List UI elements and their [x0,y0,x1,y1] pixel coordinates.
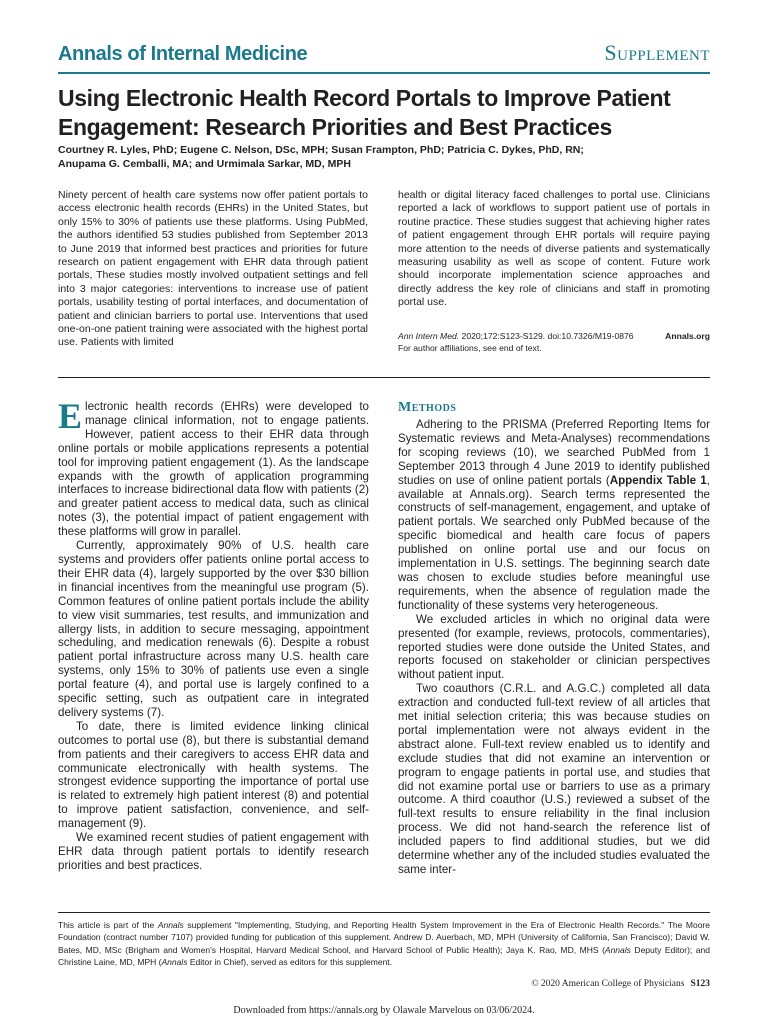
citation-details: 2020;172:S123-S129. doi:10.7326/M19-0876 [461,331,634,341]
intro-paragraph [58,396,369,539]
page-number: S123 [690,979,710,989]
methods-paragraph: Two coauthors (C.R.L. and A.G.C.) completed all data extraction and conducted full-text review of all articles that met initial selection criteria; this was because studies on portal implementation were not always evident in the abstract alone. Full-text review enabled us to identify and exclude studies that did not examine an intervention or program to engage patients in portal use, and studies that did not examine portal use or barriers to use as a primary outcome. A third coauthor (U.S.) reviewed a subset of the full-text results to ensure reliability in the final inclusion process. We did not hand-search the reference list of included papers to find additional studies, but we did determine whether any of the included studies evaluated the same inter- [398,682,710,876]
header-rule [58,72,710,74]
authors-line-2: Anupama G. Cemballi, MA; and Urmimala Sarkar, MD, MPH [58,158,351,170]
body-left-column [58,396,369,873]
methods-paragraph [398,418,710,613]
citation-block [398,330,710,354]
journal-title: Annals of Internal Medicine [58,43,308,65]
footnote-text: Deputy Editor); and Christine Laine, MD, MPH ( [58,944,710,967]
abstract-divider [58,377,710,378]
footnote-text: supplement "Implementing, Studying, and Reporting Health System Improvement in the Era of Electronic Health Records." The Moore Foundation (contract number 7107) provided funding for publication of this supplement. Andrew D. Auerbach, MD, MPH (University of California, San Francisco); David W. Bates, MD, MSc (Brigham and Women's Hospital, Harvard Medical School, and Harvard School of Public Health); Jaya K. Rao, MD, MHS ( [58,920,710,955]
body-right-column [398,400,710,877]
affiliations-note: For author affiliations, see end of text. [398,343,542,353]
footnote-annals: Annals [161,956,188,967]
intro-paragraph: Currently, approximately 90% of U.S. health care systems and providers offer patients online portal access to their EHR data (4), largely supported by the over $30 billion in financial incentives from the meaningful use program (5). Common features of online patient portals include the ability to view visit summaries, test results, and immunization and allergy lists, in addition to secure messaging, appointment scheduling, and medication renewals (6). Despite a robust patient portal infrastructure across many U.S. health care systems, only 15% to 30% of patients use even a single portal feature (4), and portal use is largely confined to a specific setting, such as outpatient care in integrated delivery systems (7). [58,539,369,719]
author-list [58,143,718,171]
methods-paragraph: We excluded articles in which no original data were presented (for example, reviews, protocols, commentaries), reported studies were done outside the United States, and reports focused on stakeholder or clinician perspectives without patient input. [398,612,710,682]
footnote-annals: Annals [157,920,184,930]
appendix-table-link[interactable]: Appendix Table 1 [609,473,707,487]
supplement-footnote [58,919,710,968]
footnote-annals: Annals [604,944,631,955]
intro-paragraph: We examined recent studies of patient engagement with EHR data through patient portals to identify research priorities and best practices. [58,831,369,872]
drop-cap: E [58,396,83,436]
footnote-text: Editor in Chief), served as editors for this supplement. [187,956,393,967]
citation-journal: Ann Intern Med. [398,331,460,341]
footnote-divider [58,912,710,913]
footnote-text: This article is part of the [58,920,158,930]
copyright: © 2020 American College of Physicians [531,979,685,989]
citation [398,330,710,342]
intro-paragraph: To date, there is limited evidence linking clinical outcomes to portal use (8), but there is substantial demand from patients and their caregivers to access EHR data and communicate electronically with health systems. The strongest evidence supporting the importance of portal use is related to extremely high patient interest (8) and potential to improve patient satisfaction, convenience, and self-management (9). [58,719,369,831]
site-link[interactable]: Annals.org [665,331,710,341]
methods-heading: Methods [398,400,457,415]
abstract-right-column: health or digital literacy faced challenges to portal use. Clinicians reported a lack of workflows to support patient use of portals in routine practice. These studies suggest that achieving higher rates of patient engagement through EHR portals will require paying more attention to the needs of diverse patients and systematically measuring usability as well as scope of content. Future work should incorporate implementation science approaches and directly address the key role of clinicians and staff in promoting portal use. [398,189,710,309]
section-label: Supplement [604,40,710,65]
methods-text-a: Adhering to the PRISMA (Preferred Reporting Items for Systematic reviews and Meta-Analyses) recommendations for scoping reviews (10), we searched PubMed from 1 September 2013 through 4 June 2019 to identify published studies on use of online patient portals ( [398,418,710,487]
methods-text-b: , available at Annals.org). Search terms represented the constructs of self-management, engagement, and uptake of patient portals. We searched only PubMed because of the specific biomedical and health care focus of papers published on online portal use and our focus on implementation in U.S. settings. The beginning search date was chosen to exclude studies before meaningful use requirements, when the absence of regulation made the functionality of these systems very heterogeneous. [398,473,710,612]
abstract-left-column: Ninety percent of health care systems now offer patient portals to access electronic health records (EHRs) in the United States, but only 15% to 30% of patients use these platforms. Using PubMed, the authors identified 53 studies published from September 2013 to June 2019 that informed best practices and priorities for future research on patient engagement with EHR data through patient portals, These studies mostly involved outpatient settings and fell into 3 major categories: interventions to increase use of patient portals, usability testing of portal interfaces, and documentation of patient and clinician barriers to portal use. Interventions that used one-on-one patient training were associated with the highest portal use. Patients with limited [58,189,368,349]
authors-line-1: Courtney R. Lyles, PhD; Eugene C. Nelson, DSc, MPH; Susan Frampton, PhD; Patricia C. Dykes, PhD, RN; [58,144,584,156]
intro-text-1: lectronic health records (EHRs) were developed to manage clinical information, not to engage patients. However, patient access to their EHR data through online portals or mobile applications represents a potential tool for improving patient engagement (1). As the landscape expands with the growth of application programming interfaces to increase bidirectional data flow with patients (2) and greater patient access to medical data, such as clinical notes (3), the potential impact of patient engagement with these platforms will grow in parallel. [58,400,369,539]
page-footer [531,979,710,989]
download-notice: Downloaded from https://annals.org by Olawale Marvelous on 03/06/2024. [233,1005,535,1016]
article-title: Using Electronic Health Record Portals to Improve Patient Engagement: Research Priorities and Best Practices [58,85,671,140]
